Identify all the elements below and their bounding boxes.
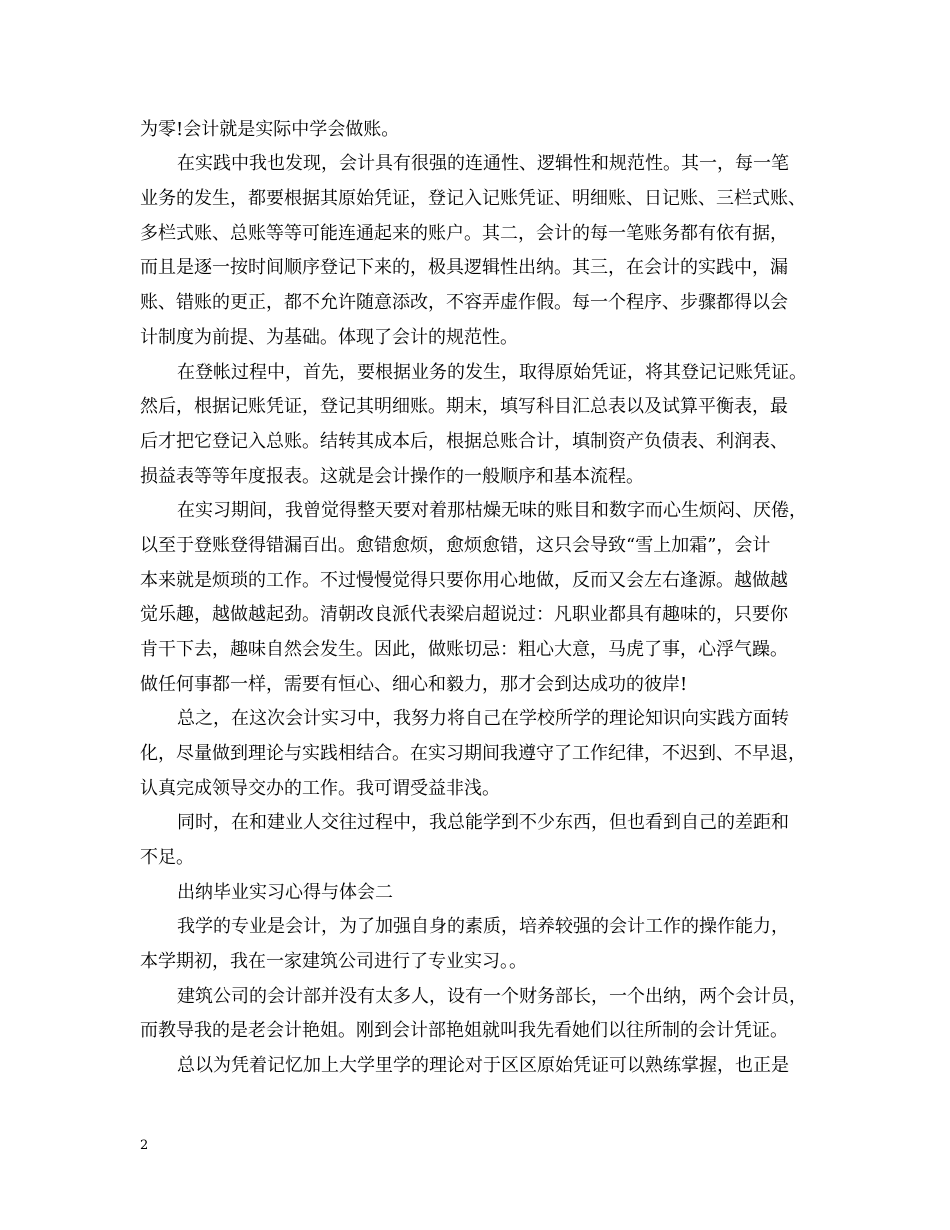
- text-line: 业务的发生，都要根据其原始凭证，登记入记账凭证、明细账、日记账、三栏式账、: [140, 188, 806, 209]
- text-line: 本来就是烦琐的工作。不过慢慢觉得只要你用心地做，反而又会左右逢源。越做越: [140, 570, 788, 591]
- text-line: 在实习期间，我曾觉得整天要对着那枯燥无味的账目和数字而心生烦闷、厌倦，: [177, 500, 807, 521]
- text-line: 本学期初，我在一家建筑公司进行了专业实习。。: [140, 951, 527, 972]
- text-line: 损益表等等年度报表。这就是会计操作的一般顺序和基本流程。: [140, 466, 644, 487]
- text-line: 认真完成领导交办的工作。我可谓受益非浅。: [140, 778, 500, 799]
- text-line: 在实践中我也发现，会计具有很强的连通性、逻辑性和规范性。其一，每一笔: [177, 153, 789, 174]
- text-line: 多栏式账、总账等等可能连通起来的账户。其二，会计的每一笔账务都有依有据，: [140, 223, 788, 244]
- text-line: 为零!会计就是实际中学会做账。: [140, 119, 400, 140]
- text-line: 而且是逐一按时间顺序登记下来的，极具逻辑性出纳。其三，在会计的实践中，漏: [140, 257, 788, 278]
- section-heading: 出纳毕业实习心得与体会二: [177, 882, 393, 903]
- text-line: 后才把它登记入总账。结转其成本后，根据总账合计，填制资产负债表、利润表、: [140, 431, 788, 452]
- text-line: 然后，根据记账凭证，登记其明细账。期末，填写科目汇总表以及试算平衡表，最: [140, 396, 788, 417]
- text-line: 以至于登账登得错漏百出。愈错愈烦，愈烦愈错，这只会导致“雪上加霜”，会计: [140, 535, 771, 556]
- text-line: 而教导我的是老会计艳姐。刚到会计部艳姐就叫我先看她们以往所制的会计凭证。: [140, 1020, 788, 1041]
- text-line: 计制度为前提、为基础。体现了会计的规范性。: [140, 327, 518, 348]
- text-line: 我学的专业是会计，为了加强自身的素质，培养较强的会计工作的操作能力，: [177, 916, 789, 937]
- text-line: 肯干下去，趣味自然会发生。因此，做账切忌：粗心大意，马虎了事，心浮气躁。: [140, 639, 788, 660]
- text-line: 在登帐过程中，首先，要根据业务的发生，取得原始凭证，将其登记记账凭证。: [177, 362, 807, 383]
- text-line: 账、错账的更正，都不允许随意添改，不容弄虚作假。每一个程序、步骤都得以会: [140, 292, 788, 313]
- text-line: 化，尽量做到理论与实践相结合。在实习期间我遵守了工作纪律，不迟到、不早退，: [140, 743, 806, 764]
- text-line: 总以为凭着记忆加上大学里学的理论对于区区原始凭证可以熟练掌握，也正是: [177, 1055, 789, 1076]
- text-line: 同时，在和建业人交往过程中，我总能学到不少东西，但也看到自己的差距和: [177, 812, 789, 833]
- text-line: 不足。: [140, 847, 194, 868]
- text-line: 做任何事都一样，需要有恒心、细心和毅力，那才会到达成功的彼岸!: [140, 674, 688, 695]
- page-number: 2: [140, 1138, 149, 1153]
- text-line: 总之，在这次会计实习中，我努力将自己在学校所学的理论知识向实践方面转: [177, 708, 789, 729]
- text-line: 建筑公司的会计部并没有太多人，设有一个财务部长，一个出纳，两个会计员，: [177, 986, 807, 1007]
- text-line: 觉乐趣，越做越起劲。清朝改良派代表梁启超说过：凡职业都具有趣味的，只要你: [140, 604, 788, 625]
